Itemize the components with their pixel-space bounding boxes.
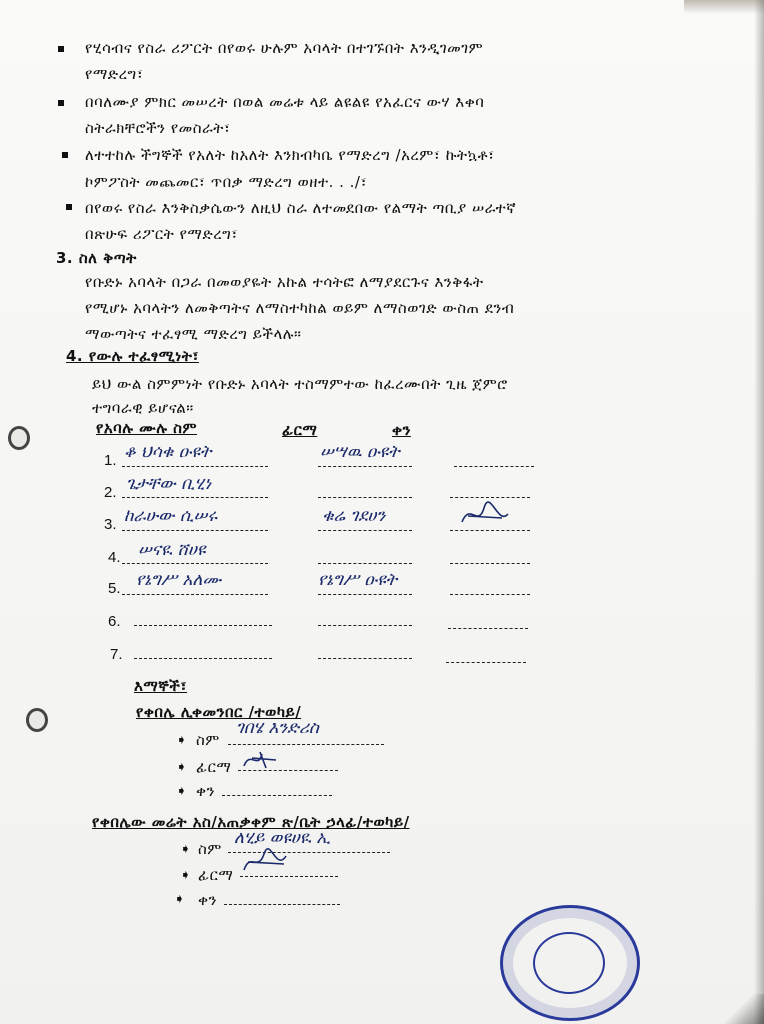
signature-line [318,497,412,498]
name-line [122,497,268,498]
date-line [446,662,526,663]
signature-line [318,658,412,659]
row-number: 3. [104,516,117,533]
row-number: 1. [104,452,117,469]
name-line [122,563,268,564]
date-line [448,628,528,629]
receiver-2-name-label: ስም [198,840,222,858]
signature-line [318,530,412,531]
column-header-date: ቀን [392,421,411,439]
receiver-1-signature-label: ፊርማ [196,758,232,776]
bullet-2-line-1: በባለሙያ ምክር መሠረት በወል መሬቱ ላይ ልዩልዩ የአፈርና ውሃ እቀባ [85,93,485,111]
section-3-line-3: ማውጣትና ተፈፃሚ ማድረግ ይችላሉ። [85,325,302,343]
receiver-1-signature-scribble [240,748,280,772]
official-stamp-center [533,932,605,994]
bullet-1-line-1: የሂሳብና የስራ ሪፖርት በየወሩ ሁሉም አባላት በተገኙበት እንዲገመገም [85,39,484,57]
bullet-4-line-2: በጽሁፍ ሪፖርት የማድረግ፣ [85,225,238,243]
name-line [134,625,272,626]
arrow-bullet-icon: ➧ [176,784,187,799]
member-signature: ቁሬ ገደሀን [322,506,386,526]
punch-hole-icon [26,708,48,732]
row-number: 5. [108,580,121,597]
section-3-line-2: የሚሆኑ አባላትን ለመቅጣትና ለማስተካከል ወይም ለማስወገድ ውስጠ ደንብ [85,299,515,317]
signature-line [318,594,412,595]
member-name: ቆ ህሳቁ ዑዩት [124,442,212,462]
receiver-2-date-label: ቀን [198,891,217,909]
bullet-icon [66,204,72,210]
arrow-bullet-icon: ➧ [176,733,187,748]
member-name: ከራሁው ሲሠሩ [124,506,218,526]
bullet-icon [62,152,68,158]
member-signature: ሠሣዉ ዑዩት [320,442,400,462]
receiver-2-heading: የቀበሌው መሬት አስ/አጠቃቀም ጽ/ቤት ኃላፊ/ተወካይ/ [92,813,410,831]
receiver-1-heading: የቀበሌ ሊቀመንበር /ተወካይ/ [136,703,302,721]
date-signature-scribble [458,500,512,530]
date-line [454,466,534,467]
signature-line [318,563,412,564]
name-line [122,594,268,595]
date-line [450,497,530,498]
witnesses-heading: እማኞች፣ [134,677,188,695]
bullet-3-line-1: ለተተከሉ ችግኞች የአለት ከአለት እንክብካቤ የማድረግ /አረም፣ ኩትኳቶ፣ [85,146,495,164]
date-line [450,530,530,531]
bullet-4-line-1: በየወሩ የስራ እንቅስቃሴውን ለዚህ ስራ ለተመደበው የልማት ጣቢያ ሠራተኛ [85,199,517,217]
row-number: 7. [110,646,123,663]
date-line [450,563,530,564]
member-name: የኔግሥ አለሙ [136,570,222,590]
column-header-signature: ፊርማ [282,421,318,439]
receiver-1-name-label: ስም [196,731,220,749]
receiver-2-signature-line [240,876,338,877]
punch-hole-icon [8,426,30,450]
signature-line [318,625,412,626]
page-edge-shadow [754,0,764,1024]
section-4-line-1: ይህ ውል ስምምነት የቡድኑ አባላት ተስማምተው ከፈረሙበት ጊዜ ጀምሮ [92,375,508,393]
page-corner-shadow [724,994,764,1024]
section-4-line-2: ተግባራዊ ይሆናል። [92,399,194,417]
section-4-heading: 4. የውሉ ተፈፃሚነት፣ [66,347,200,365]
receiver-2-date-line [224,904,340,905]
signature-line [318,466,412,467]
page-corner-stain [684,0,764,14]
receiver-2-name-value: ለሂይ ወዩሀዪ ኢ [234,828,331,848]
arrow-bullet-icon: ➧ [180,868,191,883]
bullet-icon [58,100,64,106]
official-stamp [500,905,640,1021]
name-line [122,466,268,467]
receiver-1-name-line [228,744,384,745]
row-number: 4. [108,549,121,566]
arrow-bullet-icon: ➧ [174,892,185,907]
bullet-3-line-2: ኮምፖስት መጨመር፣ ጥበቃ ማድረግ ወዘተ. . ./፣ [85,173,368,191]
arrow-bullet-icon: ➧ [176,760,187,775]
member-name: ሠናዪ ሸሀዩ [138,540,206,560]
column-header-name: የአባሉ ሙሉ ስም [96,419,197,437]
receiver-1-name-value: ገበሄ እንድሪስ [236,718,319,738]
name-line [134,658,272,659]
arrow-bullet-icon: ➧ [180,842,191,857]
bullet-2-line-2: ስትራክቸሮችን የመስራት፣ [85,119,231,137]
bullet-1-line-2: የማድረግ፣ [85,65,144,83]
row-number: 6. [108,613,121,630]
member-signature: የኔግሥ ዑዩት [318,570,398,590]
name-line [122,530,268,531]
section-3-line-1: የቡድኑ አባላት በጋራ በመወያዬት አኩል ተሳትፎ ለማያደርጉና እንቅፋት [85,273,484,291]
bullet-icon [58,46,64,52]
receiver-2-signature-scribble [240,848,290,876]
section-3-heading: 3. ስለ ቅጣት [56,249,137,267]
date-line [450,594,530,595]
receiver-1-date-line [222,795,332,796]
receiver-2-signature-label: ፊርማ [198,866,234,884]
member-name: ጌታቸው ቢሂነ [126,474,212,494]
receiver-1-date-label: ቀን [196,782,215,800]
row-number: 2. [104,484,117,501]
